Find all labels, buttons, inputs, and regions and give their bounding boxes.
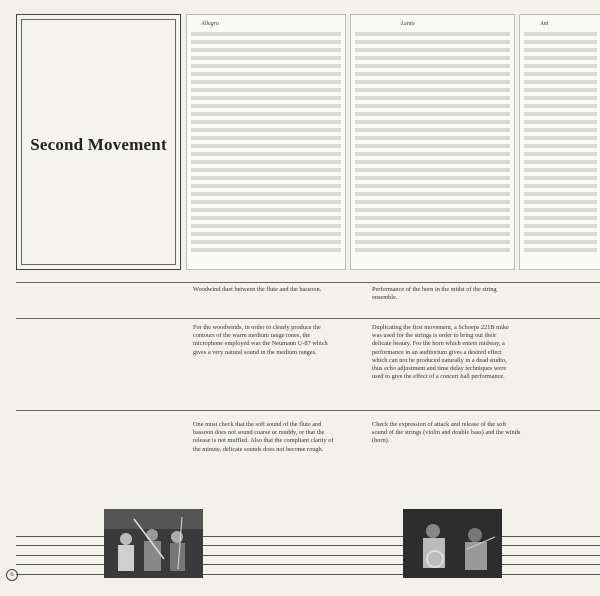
- score-tempo-3: Ant: [540, 21, 549, 27]
- photo-woodwind-players: [104, 509, 203, 578]
- photo-horn-and-strings: [403, 509, 502, 578]
- divider-1: [16, 282, 600, 283]
- caption-flute-bassoon-duet: Woodwind duet between the flute and the bassoon.: [193, 286, 322, 293]
- caption-woodwind-mic: For the woodwinds, in order to clearly produce the contours of the warm medium range tones, the microphone employed was the Neumann U-87 which gives a very natural sound in the medium ranges.: [193, 324, 328, 356]
- divider-3: [16, 410, 600, 411]
- score-page-3: [519, 14, 600, 270]
- score-tempo-1: Allegro: [201, 21, 219, 27]
- caption-strings-mic: Duplicating the first movement, a Schoeps 221B mike was used for the strings is order to bring out their delicate beauty. For the horn which enters midway, a performance in an auditorium gives a desired effect which can not be produced naturally in a dead studio, thus echo adjustment and time delay techniques were used to give the effect of a concert hall performance.: [372, 324, 509, 381]
- page-number: 6: [6, 569, 18, 581]
- title-panel: [16, 14, 181, 270]
- caption-flute-bassoon-check: One must check that the soft sound of the flute and bassoon does not sound coarse or muddy, or that the release is not muffled. Also that the compliant clarity of the minute, delicate sounds does not become rough.: [193, 421, 334, 453]
- score-staves-1: [187, 15, 345, 269]
- score-page-1: [186, 14, 346, 270]
- caption-horn-ensemble: Performance of the horn in the midst of the string ensemble.: [372, 286, 497, 302]
- score-staves-3: [520, 15, 600, 269]
- section-heading: Second Movement: [30, 135, 167, 154]
- score-tempo-2: Lento: [401, 21, 415, 27]
- score-staves-2: [351, 15, 514, 269]
- caption-strings-check: Check the expression of attack and release of the soft sound of the strings (violin and double bass) and the winds (horn).: [372, 421, 521, 445]
- score-page-2: [350, 14, 515, 270]
- divider-2: [16, 318, 600, 319]
